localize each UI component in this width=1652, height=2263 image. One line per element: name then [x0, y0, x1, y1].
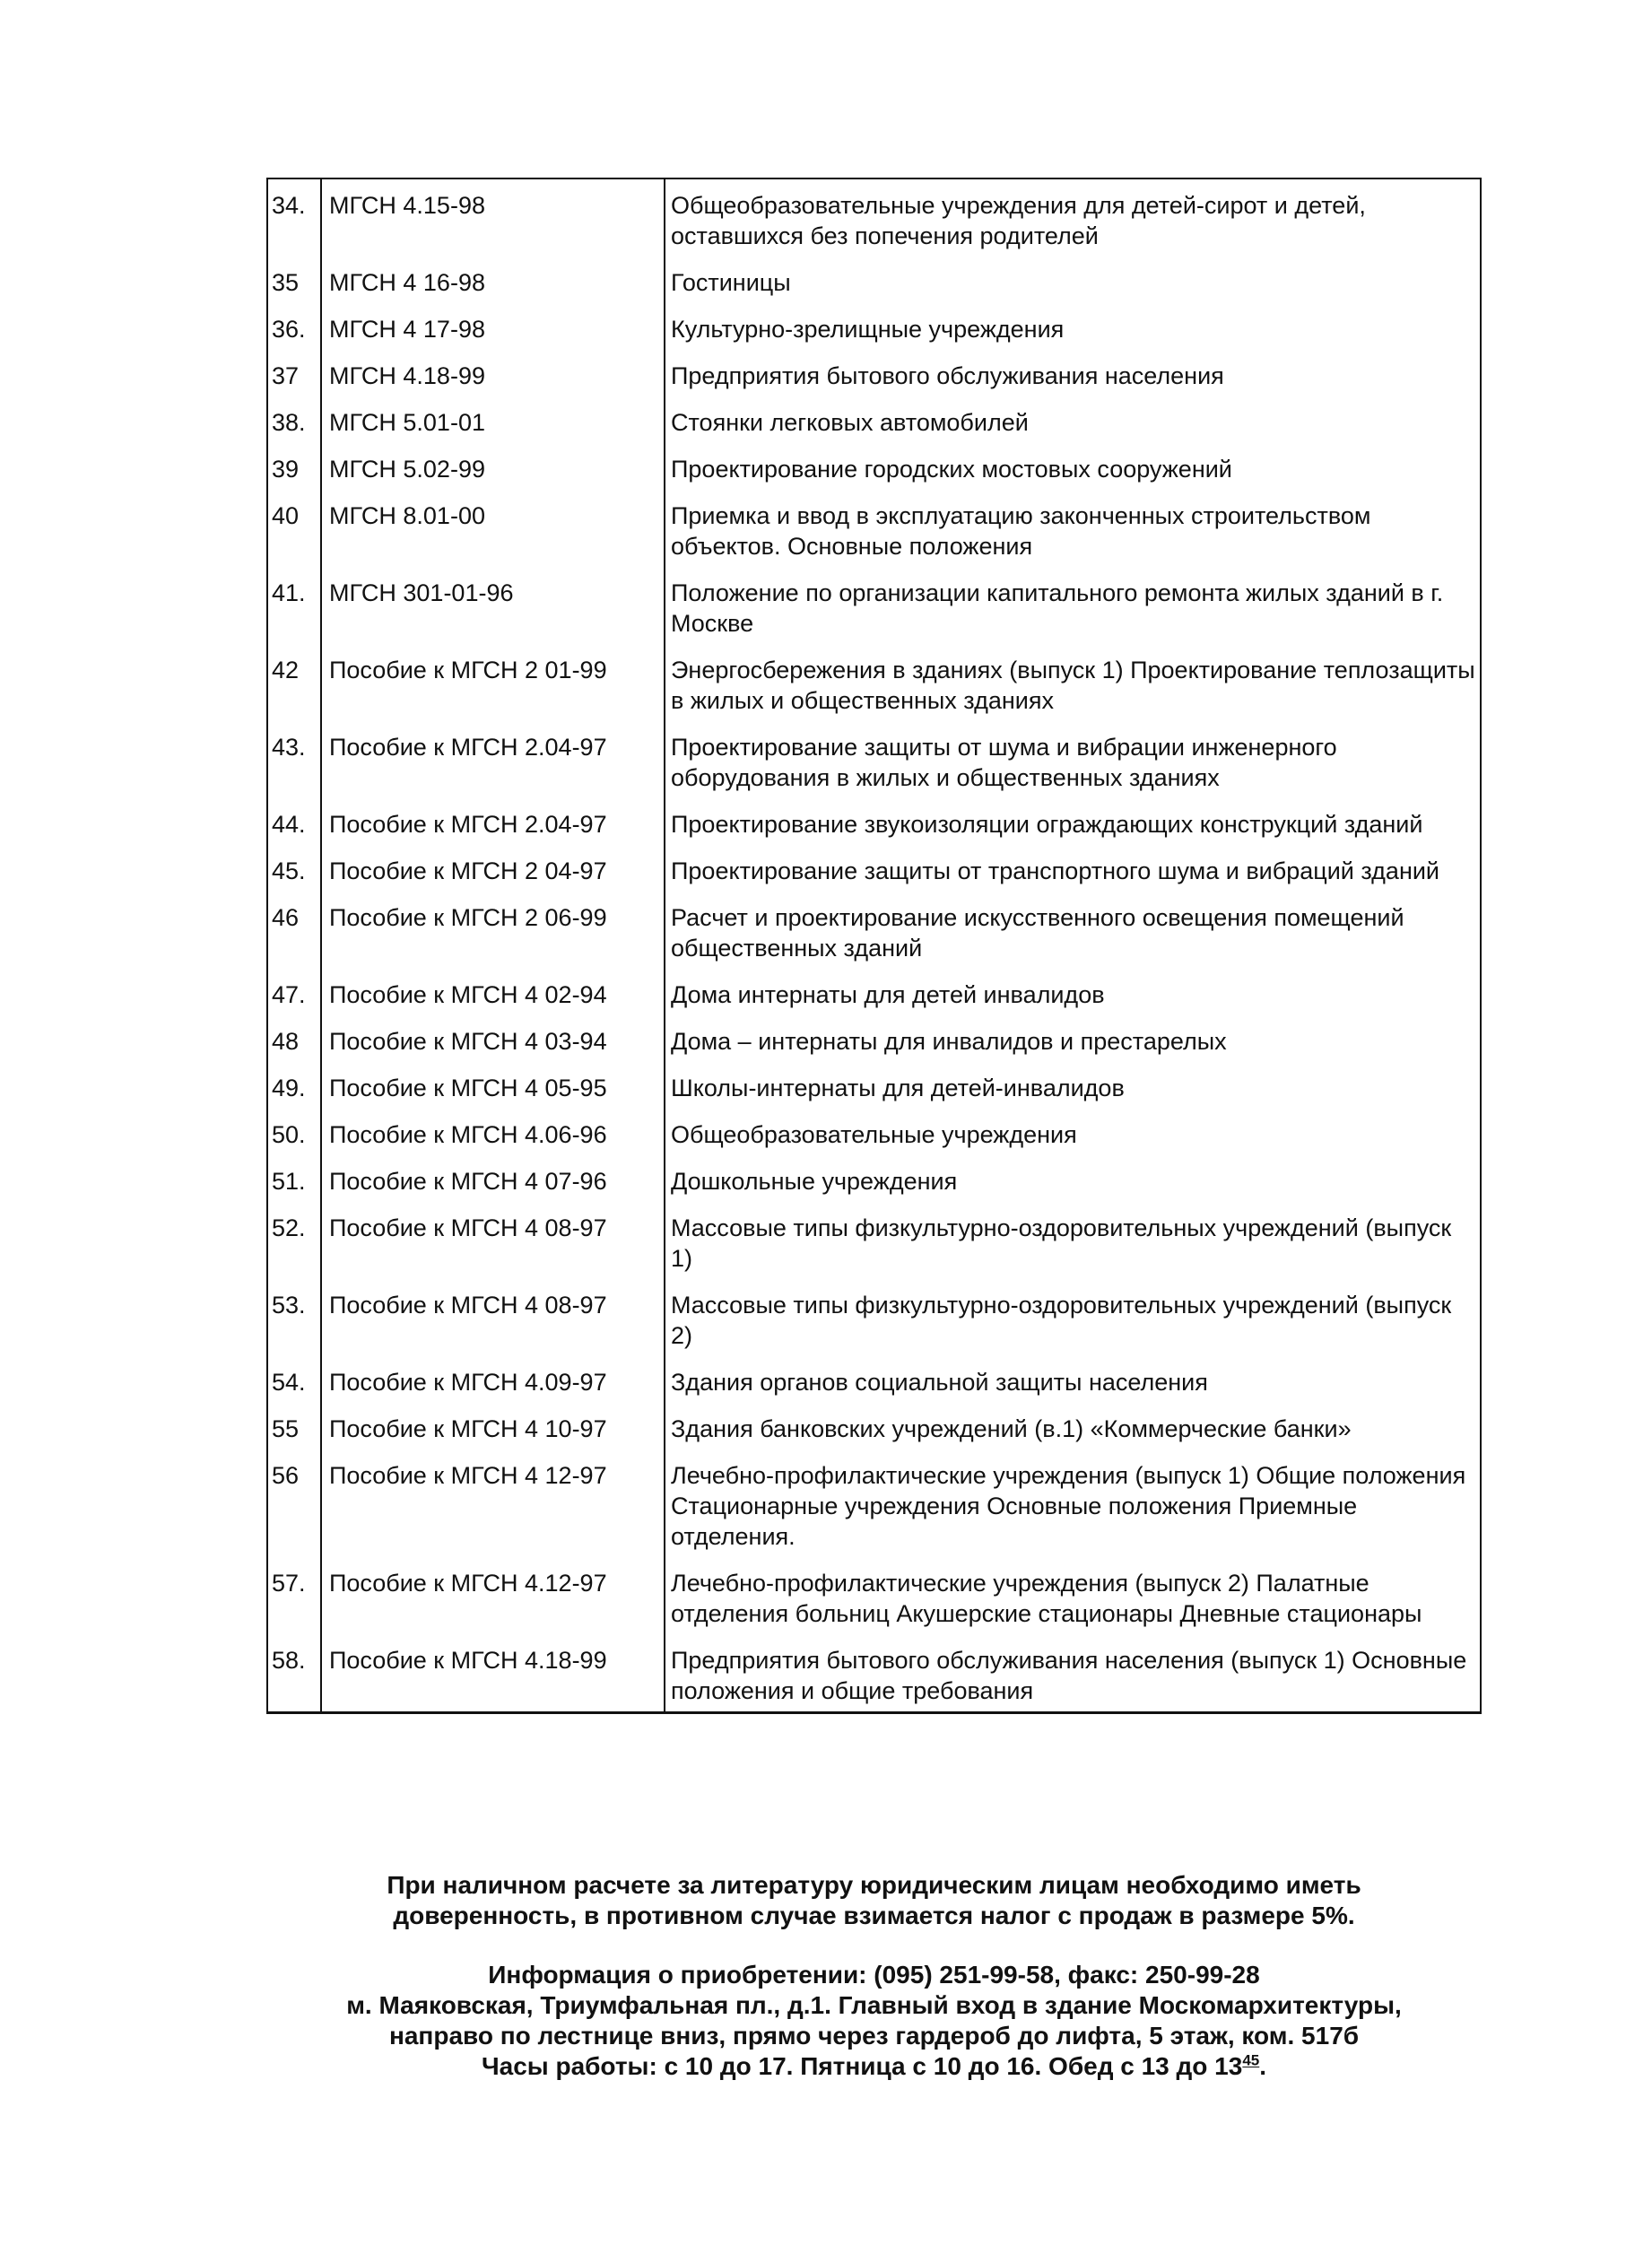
row-number: 38.	[267, 396, 321, 443]
row-standard-code: Пособие к МГСН 4.18-99	[321, 1634, 665, 1713]
row-number: 52.	[267, 1202, 321, 1279]
purchase-info-address-line-2: направо по лестнице вниз, прямо через гардероб до лифта, 5 этаж, ком. 517б	[388, 2022, 1360, 2050]
row-number: 41.	[267, 567, 321, 644]
row-number: 50.	[267, 1109, 321, 1155]
row-number: 35	[267, 257, 321, 303]
hours-text: Часы работы: с 10 до 17. Пятница с 10 до 16. Обед с 13 до 13	[481, 2052, 1243, 2080]
table-row	[267, 490, 1481, 567]
row-number: 43.	[267, 721, 321, 798]
row-standard-title: Общеобразовательные учреждения для детей-сирот и детей, оставшихся без попечения родителей	[665, 178, 1481, 257]
standards-table	[266, 178, 1482, 1714]
row-number: 40	[267, 490, 321, 567]
table-row	[267, 845, 1481, 892]
row-number: 36.	[267, 303, 321, 350]
table-row	[267, 350, 1481, 396]
table-row	[267, 1155, 1481, 1202]
row-standard-title: Проектирование защиты от транспортного шума и вибраций зданий	[665, 845, 1481, 892]
hours-end: .	[1259, 2052, 1267, 2080]
purchase-info-address-line-1: м. Маяковская, Триумфальная пл., д.1. Главный вход в здание Москомархитектуры,	[346, 1991, 1402, 2019]
row-standard-title: Здания органов социальной защиты населения	[665, 1356, 1481, 1403]
row-number: 47.	[267, 969, 321, 1015]
table-row	[267, 1449, 1481, 1557]
table-row	[267, 1356, 1481, 1403]
row-number: 46	[267, 892, 321, 969]
row-standard-title: Энергосбережения в зданиях (выпуск 1) Проектирование теплозащиты в жилых и общественных зданиях	[665, 644, 1481, 721]
row-standard-code: МГСН 8.01-00	[321, 490, 665, 567]
row-number: 37	[267, 350, 321, 396]
row-standard-title: Положение по организации капитального ремонта жилых зданий в г. Москве	[665, 567, 1481, 644]
table-row	[267, 567, 1481, 644]
row-standard-code: Пособие к МГСН 2 06-99	[321, 892, 665, 969]
row-standard-title: Стоянки легковых автомобилей	[665, 396, 1481, 443]
row-standard-code: МГСН 4 17-98	[321, 303, 665, 350]
table-row	[267, 178, 1481, 257]
row-standard-title: Школы-интернаты для детей-инвалидов	[665, 1062, 1481, 1109]
row-standard-title: Предприятия бытового обслуживания населения	[665, 350, 1481, 396]
table-row	[267, 303, 1481, 350]
row-number: 55	[267, 1403, 321, 1449]
row-standard-code: МГСН 5.01-01	[321, 396, 665, 443]
row-number: 34.	[267, 178, 321, 257]
table-row	[267, 969, 1481, 1015]
row-standard-title: Проектирование защиты от шума и вибрации инженерного оборудования в жилых и общественных зданиях	[665, 721, 1481, 798]
row-standard-code: Пособие к МГСН 2.04-97	[321, 798, 665, 845]
row-standard-title: Общеобразовательные учреждения	[665, 1109, 1481, 1155]
row-standard-title: Массовые типы физкультурно-оздоровительных учреждений (выпуск 1)	[665, 1202, 1481, 1279]
table-row	[267, 1202, 1481, 1279]
row-standard-title: Проектирование звукоизоляции ограждающих конструкций зданий	[665, 798, 1481, 845]
row-standard-title: Здания банковских учреждений (в.1) «Коммерческие банки»	[665, 1403, 1481, 1449]
row-standard-title: Гостиницы	[665, 257, 1481, 303]
row-standard-code: Пособие к МГСН 4 02-94	[321, 969, 665, 1015]
payment-notice	[266, 1870, 1482, 1931]
table-row	[267, 1062, 1481, 1109]
row-standard-code: Пособие к МГСН 2 04-97	[321, 845, 665, 892]
row-standard-title: Дома – интернаты для инвалидов и престарелых	[665, 1015, 1481, 1062]
row-standard-title: Массовые типы физкультурно-оздоровительных учреждений (выпуск 2)	[665, 1279, 1481, 1356]
row-standard-title: Приемка и ввод в эксплуатацию законченных строительством объектов. Основные положения	[665, 490, 1481, 567]
row-standard-code: МГСН 301-01-96	[321, 567, 665, 644]
row-standard-code: Пособие к МГСН 4.06-96	[321, 1109, 665, 1155]
row-standard-title: Проектирование городских мостовых сооружений	[665, 443, 1481, 490]
table-row	[267, 396, 1481, 443]
row-standard-code: Пособие к МГСН 2 01-99	[321, 644, 665, 721]
row-number: 58.	[267, 1634, 321, 1713]
table-row	[267, 1279, 1481, 1356]
row-number: 45.	[267, 845, 321, 892]
row-number: 56	[267, 1449, 321, 1557]
payment-notice-line-1: При наличном расчете за литературу юридическим лицам необходимо иметь	[387, 1871, 1361, 1899]
hours-superscript: 45	[1242, 2051, 1260, 2069]
row-number: 44.	[267, 798, 321, 845]
row-standard-code: Пособие к МГСН 4.09-97	[321, 1356, 665, 1403]
row-standard-code: МГСН 4 16-98	[321, 257, 665, 303]
row-number: 51.	[267, 1155, 321, 1202]
row-number: 42	[267, 644, 321, 721]
table-row	[267, 892, 1481, 969]
row-number: 48	[267, 1015, 321, 1062]
row-number: 39	[267, 443, 321, 490]
purchase-info-hours	[266, 2051, 1482, 2082]
row-standard-title: Культурно-зрелищные учреждения	[665, 303, 1481, 350]
table-row	[267, 257, 1481, 303]
row-number: 53.	[267, 1279, 321, 1356]
row-standard-code: Пособие к МГСН 2.04-97	[321, 721, 665, 798]
row-standard-title: Предприятия бытового обслуживания населения (выпуск 1) Основные положения и общие требования	[665, 1634, 1481, 1713]
row-number: 49.	[267, 1062, 321, 1109]
row-standard-code: МГСН 4.18-99	[321, 350, 665, 396]
row-standard-code: Пособие к МГСН 4 05-95	[321, 1062, 665, 1109]
row-standard-code: Пособие к МГСН 4 10-97	[321, 1403, 665, 1449]
row-number: 54.	[267, 1356, 321, 1403]
table-row	[267, 1015, 1481, 1062]
row-standard-title: Дошкольные учреждения	[665, 1155, 1481, 1202]
row-standard-title: Расчет и проектирование искусственного освещения помещений общественных зданий	[665, 892, 1481, 969]
standards-table-body	[267, 178, 1481, 1713]
table-row	[267, 644, 1481, 721]
row-standard-code: Пособие к МГСН 4 08-97	[321, 1202, 665, 1279]
row-standard-code: МГСН 4.15-98	[321, 178, 665, 257]
table-row	[267, 1403, 1481, 1449]
purchase-info-phone: Информация о приобретении: (095) 251-99-58, факс: 250-99-28	[488, 1961, 1260, 1989]
row-number: 57.	[267, 1557, 321, 1634]
row-standard-code: Пособие к МГСН 4 12-97	[321, 1449, 665, 1557]
row-standard-code: Пособие к МГСН 4.12-97	[321, 1557, 665, 1634]
table-row	[267, 798, 1481, 845]
row-standard-title: Лечебно-профилактические учреждения (выпуск 2) Палатные отделения больниц Акушерские стационары Дневные стационары	[665, 1557, 1481, 1634]
table-row	[267, 1109, 1481, 1155]
row-standard-code: Пособие к МГСН 4 07-96	[321, 1155, 665, 1202]
table-row	[267, 1557, 1481, 1634]
purchase-info	[266, 1960, 1482, 2082]
table-row	[267, 443, 1481, 490]
row-standard-code: Пособие к МГСН 4 08-97	[321, 1279, 665, 1356]
row-standard-title: Дома интернаты для детей инвалидов	[665, 969, 1481, 1015]
row-standard-title: Лечебно-профилактические учреждения (выпуск 1) Общие положения Стационарные учреждения Основные положения Приемные отделения.	[665, 1449, 1481, 1557]
table-row	[267, 1634, 1481, 1713]
row-standard-code: МГСН 5.02-99	[321, 443, 665, 490]
table-row	[267, 721, 1481, 798]
payment-notice-line-2: доверенность, в противном случае взимается налог с продаж в размере 5%.	[393, 1902, 1355, 1929]
row-standard-code: Пособие к МГСН 4 03-94	[321, 1015, 665, 1062]
